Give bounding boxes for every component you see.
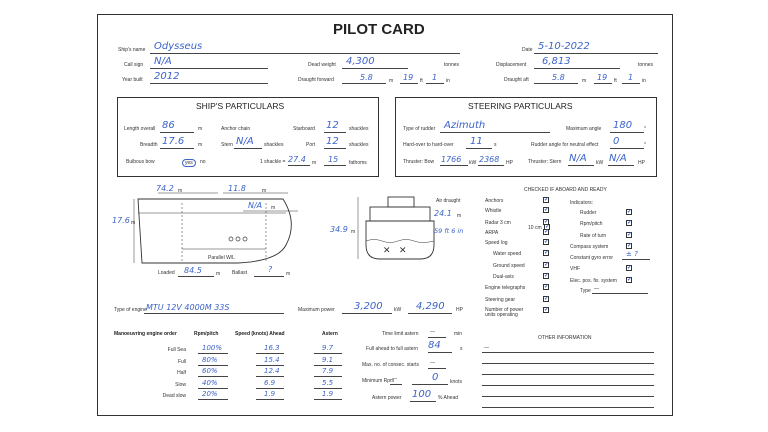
displacement-label: Displacement [496,62,527,68]
table-row-rpm[interactable]: 80% [202,355,218,364]
check-item-checkbox[interactable]: ✓ [544,197,550,203]
breadth-value[interactable]: 17.6 [162,136,185,147]
ballast-value[interactable]: ? [268,265,273,274]
seconds-unit: s [494,142,497,148]
hp-unit: HP [506,160,513,166]
other-info-line [482,396,654,397]
table-row-ahead[interactable]: 16.3 [264,344,280,352]
ship-name-value[interactable]: Odysseus [154,41,203,52]
kw-unit: kW [469,160,477,166]
other-info-line [482,374,654,375]
table-row-ahead[interactable]: 12.4 [264,367,280,375]
table-row-rpm-line [198,365,228,366]
degree-unit: ° [644,142,646,148]
ships-particulars-title: SHIP'S PARTICULARS [196,101,285,111]
seconds-unit: s [460,346,463,352]
height-value[interactable]: 34.9 [330,225,348,234]
thruster-bow-hp[interactable]: 2368 [479,155,500,164]
table-row-rpm-line [198,399,228,400]
unit-m: m [216,271,221,277]
table-row-astern[interactable]: 1.9 [322,390,334,398]
unit-m: m [312,160,317,166]
table-row-astern[interactable]: 9.7 [322,344,334,352]
table-row-ahead-line [256,376,284,377]
draught-aft-m[interactable]: 5.8 [552,73,565,82]
hp-unit: HP [456,307,463,313]
col-order-header: Manoeuvring engine order [114,331,177,337]
ballast-label: Ballast [232,270,248,276]
draught-forward-m[interactable]: 5.8 [360,73,373,82]
check-item-checkbox[interactable]: ✓ [544,250,550,256]
stern-label: Stern [221,142,233,148]
date-label: Date [522,47,533,53]
bulbous-no[interactable]: no [200,159,206,165]
thruster-stern-label: Thruster: Stern [528,159,562,165]
time-limit-label: Time limit astern [382,331,419,337]
full-ahead-label: Full ahead to full astern [366,346,418,352]
hard-over-label: Hard-over to hard-over [403,142,454,148]
astern-power-value[interactable]: 100 [412,389,432,400]
draught-forward-label: Draught forward [298,77,334,83]
unit-in: in [642,78,646,84]
table-row-order: Slow [175,381,186,388]
table-row-astern[interactable]: 9.1 [322,355,334,364]
shackles-unit: shackles [264,142,284,148]
check-item-checkbox[interactable]: ✓ [544,262,550,268]
checked-title: CHECKED IF ABOARD AND READY [524,187,607,193]
check-item-checkbox[interactable]: ✓ [544,229,550,235]
draught-aft-label: Draught aft [504,77,529,83]
table-row-ahead-line [256,353,284,354]
unit-m: m [198,142,203,148]
indicator-item-checkbox[interactable]: ✓ [627,209,633,215]
indicator-item-checkbox[interactable]: ✓ [627,265,633,271]
table-row-rpm[interactable]: 20% [202,390,218,398]
table-row-rpm-line [198,353,228,354]
fathoms-value[interactable]: 15 [328,155,339,164]
parallel-wl-label: Parallel W/L [208,255,235,261]
other-info-line [482,385,654,386]
astern-power-label: Astern power [372,395,402,401]
one-shackle-label: 1 shackle = [260,159,286,165]
unit-in: in [446,78,450,84]
table-row-astern-line [314,353,342,354]
air-draught-label: Air draught [436,198,461,204]
bulbous-yes[interactable]: yes [182,159,196,167]
table-row-rpm[interactable]: 100% [202,344,223,352]
table-row-astern[interactable]: 5.5 [322,378,334,387]
date-value[interactable]: 5-10-2022 [538,41,590,52]
check-item-checkbox[interactable]: ✓ [544,239,550,245]
table-row-astern-line [314,376,342,377]
type-value[interactable]: — [594,286,599,292]
check-item-label: Engine telegraphs [485,285,526,291]
table-row-ahead[interactable]: 6.9 [264,378,276,387]
table-row-order: Full Sea [167,347,186,353]
hard-over-value[interactable]: 11 [470,136,483,147]
dim-c-value[interactable]: N/A [248,201,263,210]
table-row-ahead-line [256,399,284,400]
pilot-card [97,14,673,416]
ship-name-label: Ship's name [118,47,146,53]
starboard-label: Starboard [293,126,315,132]
table-row-rpm[interactable]: 40% [202,378,218,387]
kw-unit: kW [596,160,604,166]
shackles-unit: shackles [349,142,369,148]
call-sign-label: Call sign [124,62,144,68]
check-item-label: Water speed [493,251,522,257]
table-row-astern[interactable]: 7.9 [322,367,334,375]
engine-type-label: Type of engine [114,307,147,313]
check-item-label: Anchors [485,198,504,204]
table-row-order: Full [177,358,186,365]
rudder-neutral-value[interactable]: 0 [613,136,620,147]
air-draught-value[interactable]: 24.1 [434,209,452,218]
dead-weight-value[interactable]: 4,300 [346,56,375,67]
table-row-rpm-line [198,388,228,389]
dead-weight-label: Dead weight [308,62,336,68]
draught-aft-ft[interactable]: 19 [597,73,608,82]
loaded-label: Loaded [158,270,175,276]
unit-ft: ft [614,78,617,84]
full-ahead-value[interactable]: 84 [428,340,441,351]
col-ahead-header: Speed (knots) Ahead [235,331,285,337]
svg-text:✕: ✕ [383,246,391,256]
gyro-error-value[interactable]: ± ? [626,250,638,258]
loaded-value[interactable]: 84.5 [184,266,202,275]
stern-value[interactable]: N/A [236,136,254,147]
other-info-line [482,363,654,364]
unit-ft: ft [420,78,423,84]
thruster-stern-hp[interactable]: N/A [609,153,627,164]
table-row-ahead-line [256,388,284,389]
max-angle-label: Maximum angle [566,126,602,132]
draught-aft-in[interactable]: 1 [628,73,634,82]
table-row-astern-line [314,399,342,400]
unit-m: m [262,188,267,194]
check-item-checkbox[interactable]: ✓ [544,284,550,290]
page-title: PILOT CARD [333,21,425,38]
thruster-bow-label: Thruster: Bow [403,159,435,165]
min-rpm-knots-value[interactable]: 0 [432,372,439,383]
rudder-type-value[interactable]: Azimuth [444,120,486,131]
svg-text:✕: ✕ [399,246,407,256]
unit-m: m [178,188,183,194]
port-value[interactable]: 12 [326,136,339,147]
type-label: Type [580,288,591,294]
max-starts-value[interactable]: — [430,360,435,366]
indicator-item-checkbox[interactable]: ✓ [627,220,633,226]
displacement-unit: tonnes [638,62,654,68]
loa-label: Length overall [124,126,156,132]
time-limit-value[interactable]: — [430,329,435,335]
dim-b-value[interactable]: 11.8 [228,184,246,193]
fathoms-unit: fathoms [349,160,367,166]
check-item-checkbox[interactable]: ✓ [544,273,550,279]
displacement-value[interactable]: 6,813 [542,56,571,67]
min-unit: min [454,331,463,337]
max-power-hp[interactable]: 4,290 [416,301,445,312]
port-label: Port [306,142,316,148]
min-rpm-rpm-value[interactable]: — [392,376,397,382]
check-item-checkbox[interactable]: ✓ [544,307,550,313]
indicator-item-checkbox[interactable]: ✓ [627,243,633,249]
table-row-order: Dead slow [162,393,186,399]
knots-unit: knots [450,379,462,385]
dead-weight-unit: tonnes [444,62,460,68]
max-angle-value[interactable]: 180 [613,120,633,131]
check-item-checkbox[interactable]: ✓ [544,207,550,213]
dim-a-value[interactable]: 74.2 [156,184,174,193]
unit-m: m [389,78,394,84]
max-power-label: Maximum power [298,307,335,313]
unit-m: m [271,205,276,211]
rudder-neutral-label: Rudder angle for neutral effect [531,142,599,148]
air-draught-ft[interactable]: 59 ft 6 in [434,227,464,235]
kw-unit: kW [394,307,402,313]
bulbous-bow-label: Bulbous bow [126,159,155,165]
other-information-title: OTHER INFORMATION [538,335,592,341]
steering-particulars-title: STEERING PARTICULARS [468,101,573,111]
check-item-label: Number of power units operating [485,307,524,318]
check-item-label: Radar 3 cm [485,220,511,226]
check-item-checkbox[interactable]: ✓ [544,219,550,225]
min-rpm-label: Minimum Rpm [362,378,395,384]
radar-10cm-label: 10 cm [528,225,542,231]
table-row-rpm[interactable]: 60% [202,367,218,375]
col-astern-header: Astern [322,331,338,337]
indicator-item-label: Constant gyro error [570,255,614,261]
table-row-ahead[interactable]: 15.4 [264,355,280,364]
indicator-item-label: VHF [570,266,580,272]
check-item-checkbox[interactable]: ✓ [544,296,550,302]
other-information-first[interactable]: — [484,345,489,351]
unit-m: m [198,126,203,132]
check-item-label: Dual-axis [493,274,514,280]
breadth-label: Breadth [140,142,158,148]
loa-value[interactable]: 86 [162,120,175,131]
engine-type-value[interactable]: MTU 12V 4000M 33S [146,303,230,312]
indicator-item-checkbox[interactable]: ✓ [627,232,633,238]
thruster-bow-kw[interactable]: 1766 [441,155,462,164]
col-rpm-header: Rpm/pitch [194,331,219,337]
starboard-value[interactable]: 12 [326,120,339,131]
indicator-item-label: Rpm/pitch [580,221,603,227]
one-shackle-value[interactable]: 27.4 [288,155,306,164]
check-item-label: Whistle [485,208,502,214]
hp-unit: HP [638,160,645,166]
indicators-label: Indicators: [570,200,594,206]
check-item-label: Ground speed [493,263,525,269]
shackles-unit: shackles [349,126,369,132]
draught-forward-ft[interactable]: 19 [403,73,414,82]
indicator-item-label: Compass system [570,244,609,250]
radar-10cm-checkbox[interactable]: ✓ [545,224,551,230]
ship-front-drawing [354,195,444,275]
table-row-order: Half [177,370,186,376]
dim-breadth-value[interactable]: 17.6 [112,216,130,225]
indicator-item-label: Rudder [580,210,597,216]
unit-m: m [286,271,291,277]
unit-m: m [457,213,462,219]
check-item-label: Speed log [485,240,508,246]
thruster-stern-kw[interactable]: N/A [569,153,587,164]
call-sign-value[interactable]: N/A [154,56,172,67]
max-power-kw[interactable]: 3,200 [354,301,383,312]
unit-m: m [582,78,587,84]
indicator-item-label: Elec. pos. fix. system [570,278,617,284]
year-built-value[interactable]: 2012 [154,71,180,82]
check-item-label: ARPA [485,230,499,236]
table-row-astern-line [314,365,342,366]
unit-m: m [351,229,356,235]
other-info-line [482,352,654,353]
ahead-pct-label: % Ahead [438,395,459,401]
anchor-chain-label: Anchor chain [221,126,251,132]
indicator-item-label: Rate of turn [580,233,607,239]
rudder-type-label: Type of rudder [403,126,436,132]
check-item-label: Steering gear [485,297,516,303]
table-row-astern-line [314,388,342,389]
year-built-label: Year built [122,77,143,83]
unit-m: m [131,220,136,226]
max-starts-label: Max. no. of consec. starts [362,362,419,368]
other-info-line [482,407,654,408]
draught-forward-in[interactable]: 1 [432,73,438,82]
table-row-rpm-line [198,376,228,377]
table-row-ahead-line [256,365,284,366]
degree-unit: ° [644,126,646,132]
table-row-ahead[interactable]: 1.9 [264,390,276,398]
indicator-item-checkbox[interactable]: ✓ [627,277,633,283]
